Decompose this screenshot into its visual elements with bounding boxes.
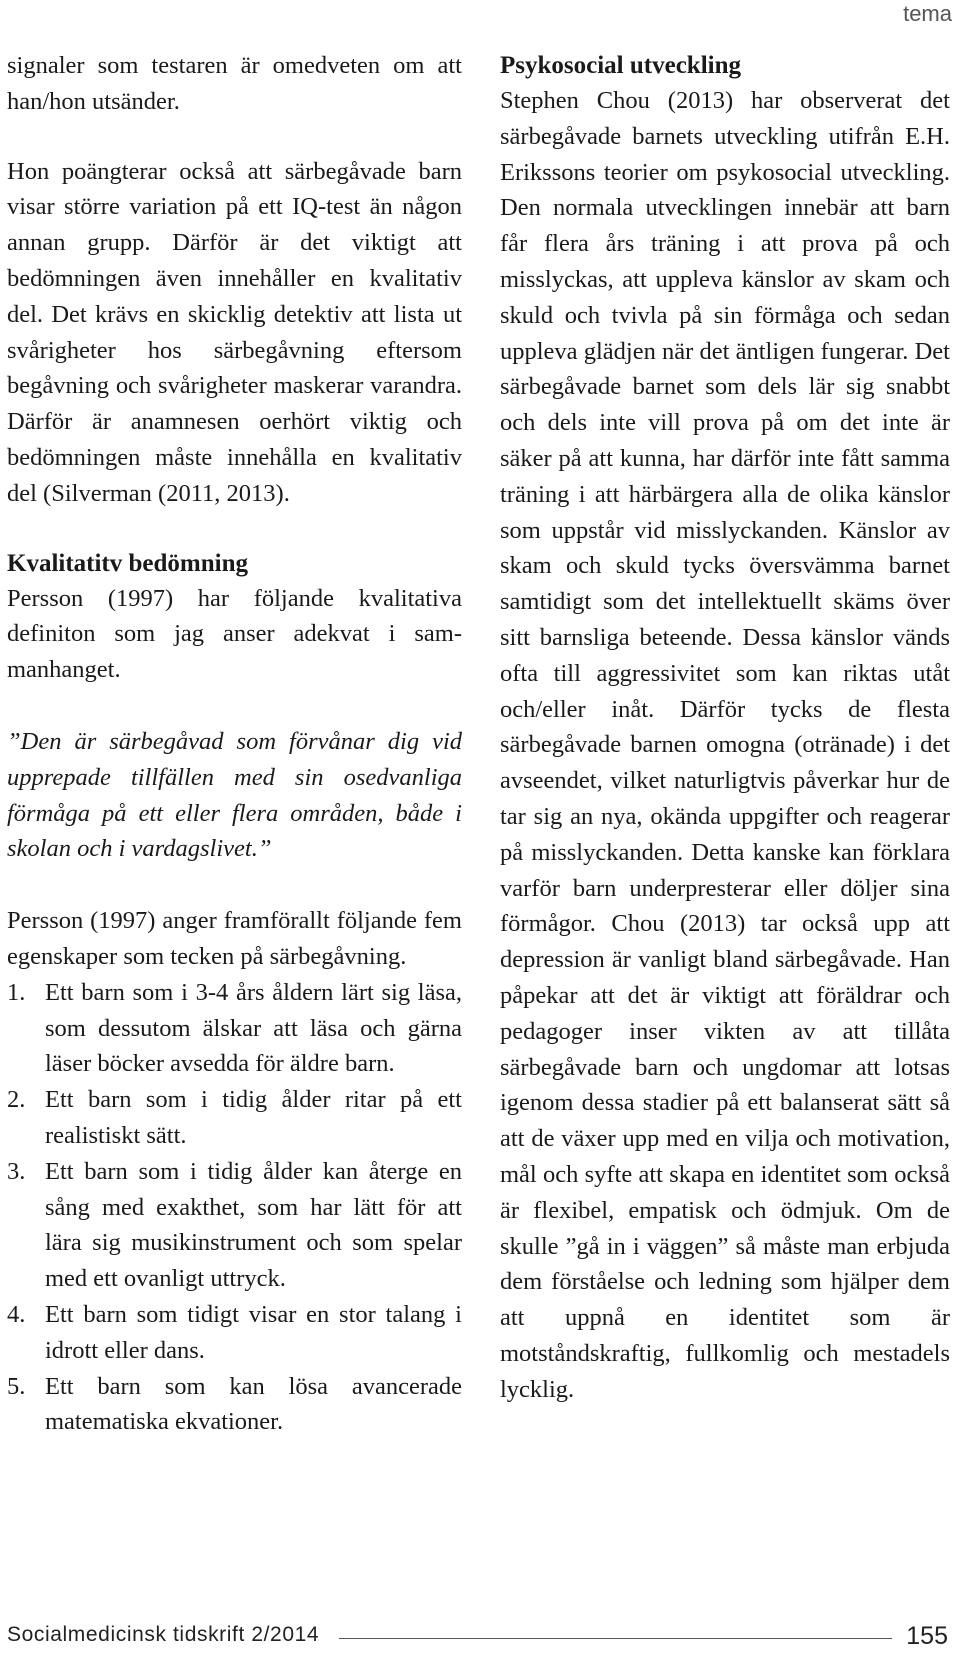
journal-name: Socialmedicinsk tidskrift 2/2014 <box>7 1623 320 1646</box>
list-item-number: 4. <box>7 1300 26 1328</box>
paragraph-persson-definition: Persson (1997) har följande kvalitativa definiton som jag anser adekvat i sammanhanget. <box>7 584 462 684</box>
list-item-number: 2. <box>7 1086 26 1114</box>
traits-list <box>7 975 462 1440</box>
section-tag: tema <box>903 1 952 26</box>
left-column <box>7 48 462 1440</box>
heading-qualitative-assessment: Kvalitatitv bedömning <box>7 549 248 577</box>
list-item-text: Ett barn som i tidig ålder ritar på ett realistiskt sätt. <box>45 1086 462 1149</box>
page-footer <box>7 1613 948 1653</box>
list-item-text: Ett barn som tidigt visar en stor talang i idrott eller dans. <box>45 1300 462 1364</box>
list-item <box>7 1297 462 1369</box>
paragraph-iq-variation: Hon poängterar också att särbegåvade barn visar större variation på ett IQ-test än någon annan grupp. Därför är det viktigt att bedömningen även innehåller en kvalitativ del. Det krävs en skicklig detektiv att lista ut svårigheter hos särbegåvning eftersom begåvning och svårigheter maskerar varandra. Därför är anamnesen oerhört viktig och bedömningen måste innehålla en kvalitativ del (Silverman (2011, 2013). <box>7 157 462 507</box>
list-item-number: 3. <box>7 1157 26 1185</box>
list-item-text: Ett barn som i 3-4 års åldern lärt sig läsa, som dessutom älskar att läsa och gärna läser böcker avsedda för äldre barn. <box>45 978 462 1078</box>
footer-rule <box>339 1638 892 1639</box>
paragraph-chou-observation: Stephen Chou (2013) har observerat det särbegåvade barnets utveckling utifrån E.H. Erikssons teorier om psykosocial utveckling. Den normala utvecklingen innebär att barn får flera års träning i att prova på och misslyckas, att uppleva känslor av skam och skuld och tvivla på sin förmåga och sedan uppleva glädjen när det äntligen fungerar. Det särbegåvade barnet som dels lär sig snabbt och dels inte vill prova på om det inte är säker på att kunna, har därför inte fått samma träning i att härbärgera alla de olika känslor som uppstår vid misslyckanden. Känslor av skam och skuld tycks översvämma barnet samtidigt som det intellektuellt skäms över sitt barnsliga beteende. Dessa känslor vänds ofta till aggressivitet som kan riktas utåt och/eller inåt. Därför tycks de flesta särbegåvade barnen omogna (otränade) i det avseendet, vilket naturligtvis påverkar hur de tar sig an nya, okända uppgifter och reagerar på misslyckanden. Detta kanske kan förklara varför barn underpresterar eller döljer sina förmågor. Chou (2013) tar också upp att depression är vanligt bland särbegåvade. Han påpekar att det är viktigt att föräldrar och pedagoger inser vikten av att tillåta särbegåvade barn och ungdomar att lotsas igenom dessa stadier på ett balanserat sätt så att de växer upp med en vilja och motivation, mål och syfte att skapa en identitet som också är flexibel, empatisk och ödmjuk. Om de skulle ”gå in i väggen” så måste man erbjuda dem förståelse och ledning som hjälper dem att uppnå en identitet som är motståndskraftig, fullkomlig och mestadels lycklig. <box>500 87 950 1403</box>
quote-definition: ”Den är särbegåvad som förvånar dig vid upprepade tillfällen med sin osedvanliga förmåga på ett eller flera områden, både i skolan och i vardagslivet.” <box>7 727 462 863</box>
list-item-text: Ett barn som kan lösa avancerade matematiska ekvationer. <box>45 1372 462 1436</box>
list-item-number: 1. <box>7 978 26 1006</box>
list-item <box>7 1154 462 1297</box>
page-number: 155 <box>906 1622 948 1650</box>
list-item-number: 5. <box>7 1372 26 1400</box>
list-item <box>7 1082 462 1154</box>
list-item <box>7 975 462 1082</box>
list-item <box>7 1369 462 1441</box>
right-column <box>500 48 950 1407</box>
paragraph-five-traits: Persson (1997) anger framförallt följande fem egenskaper som tecken på särbegåvning. <box>7 907 462 970</box>
paragraph-intro: signaler som testaren är omedveten om att han/hon utsänder. <box>7 52 462 115</box>
list-item-text: Ett barn som i tidig ålder kan återge en sång med exakthet, som har lätt för att lära sig musikinstrument och som spelar med ett ovanligt uttryck. <box>45 1157 462 1293</box>
heading-psychosocial-development: Psykosocial utveckling <box>500 52 741 79</box>
